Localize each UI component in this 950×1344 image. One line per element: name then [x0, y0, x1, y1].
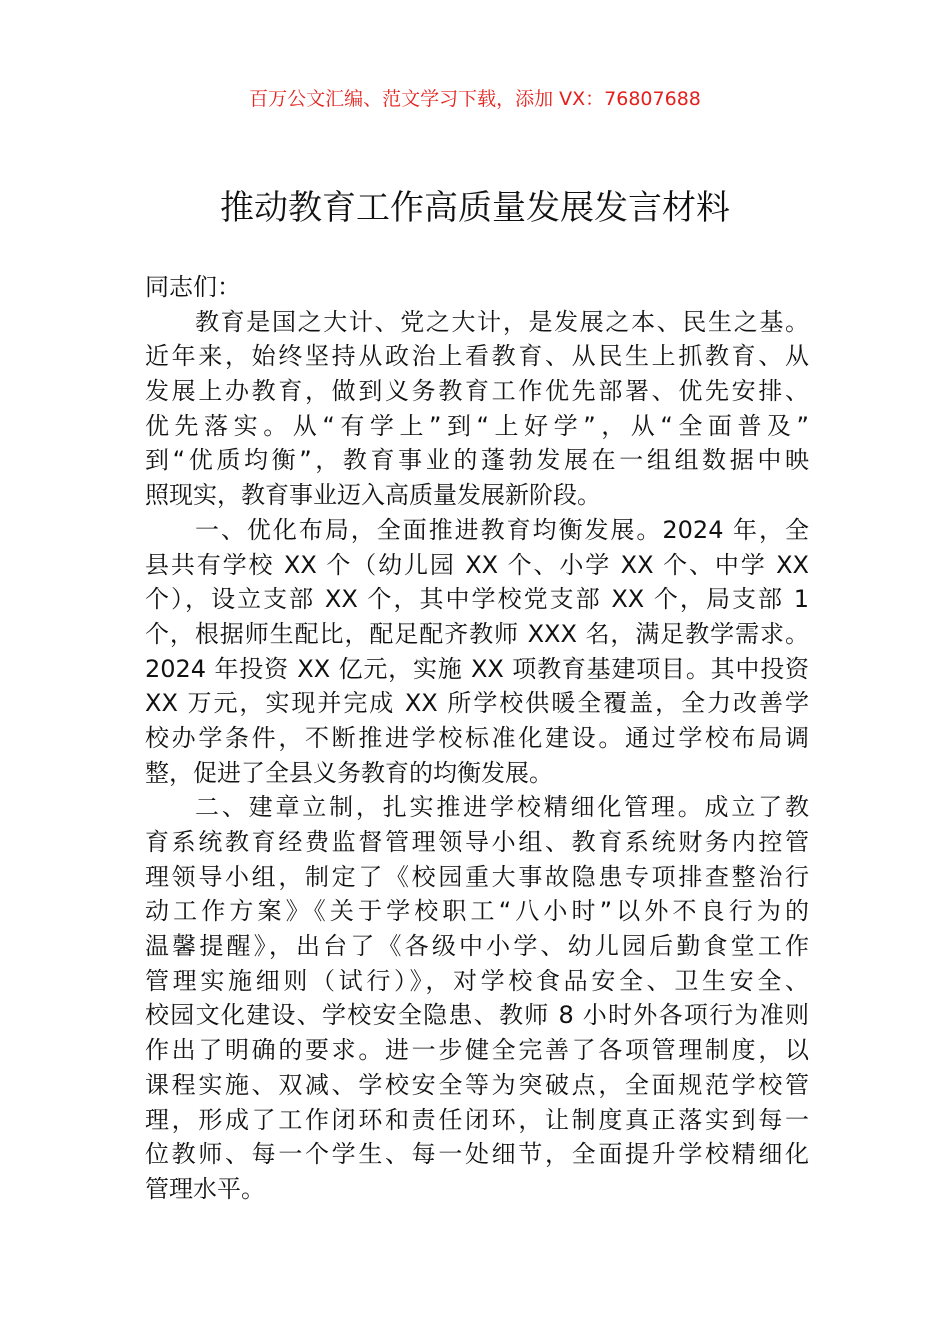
paragraph-line: 课程实施、双减、学校安全等为突破点，全面规范学校管 [145, 1070, 809, 1099]
paragraph-line: 一、优化布局，全面推进教育均衡发展。2024 年，全 [195, 515, 809, 544]
paragraph-line: 理，形成了工作闭环和责任闭环，让制度真正落实到每一 [145, 1105, 809, 1134]
paragraph-line: 二、建章立制，扎实推进学校精细化管理。成立了教 [195, 793, 809, 822]
paragraph-line: 优先落实。从“有学上”到“上好学”，从“全面普及” [145, 411, 809, 440]
paragraph-line: 教育是国之大计、党之大计，是发展之本、民生之基。 [195, 307, 809, 336]
paragraphs [145, 305, 809, 1207]
paragraph-line: 位教师、每一个学生、每一处细节，全面提升学校精细化 [145, 1140, 809, 1169]
paragraph [145, 513, 809, 791]
paragraph [145, 305, 809, 513]
paragraph-line: 管理水平。 [145, 1174, 265, 1203]
paragraph-line: 近年来，始终坚持从政治上看教育、从民生上抓教育、从 [145, 342, 809, 371]
paragraph-line: 个），设立支部 XX 个，其中学校党支部 XX 个，局支部 1 [145, 585, 809, 614]
salutation: 同志们： [145, 273, 241, 301]
paragraph-line: 整，促进了全县义务教育的均衡发展。 [145, 758, 553, 787]
paragraph-line: 到“优质均衡”，教育事业的蓬勃发展在一组组数据中映 [145, 446, 809, 475]
paragraph-line: 校办学条件，不断推进学校标准化建设。通过学校布局调 [145, 723, 809, 752]
document-body [145, 270, 809, 1207]
document-title: 推动教育工作高质量发展发言材料 [220, 188, 730, 228]
paragraph [145, 790, 809, 1206]
promo-header: 百万公文汇编、范文学习下载，添加 VX：76807688 [249, 88, 701, 110]
paragraph-line: 校园文化建设、学校安全隐患、教师 8 小时外各项行为准则 [145, 1001, 809, 1030]
paragraph-line: 照现实，教育事业迈入高质量发展新阶段。 [145, 481, 601, 510]
paragraph-line: 动工作方案》《关于学校职工“八小时”以外不良行为的 [145, 897, 809, 926]
paragraph-line: 发展上办教育，做到义务教育工作优先部署、优先安排、 [145, 377, 809, 406]
paragraph-line: 温馨提醒》，出台了《各级中小学、幼儿园后勤食堂工作 [145, 932, 809, 961]
paragraph-line: 县共有学校 XX 个（幼儿园 XX 个、小学 XX 个、中学 XX [145, 550, 809, 579]
paragraph-line: XX 万元，实现并完成 XX 所学校供暖全覆盖，全力改善学 [145, 689, 809, 718]
paragraph-line: 育系统教育经费监督管理领导小组、教育系统财务内控管 [145, 828, 809, 856]
paragraph-line: 个，根据师生配比，配足配齐教师 XXX 名，满足教学需求。 [145, 619, 809, 648]
paragraph-line: 2024 年投资 XX 亿元，实施 XX 项教育基建项目。其中投资 [145, 654, 809, 683]
paragraph-line: 管理实施细则（试行）》，对学校食品安全、卫生安全、 [145, 966, 809, 995]
paragraph-line: 理领导小组，制定了《校园重大事故隐患专项排查整治行 [145, 862, 809, 891]
paragraph-line: 作出了明确的要求。进一步健全完善了各项管理制度，以 [145, 1036, 809, 1065]
